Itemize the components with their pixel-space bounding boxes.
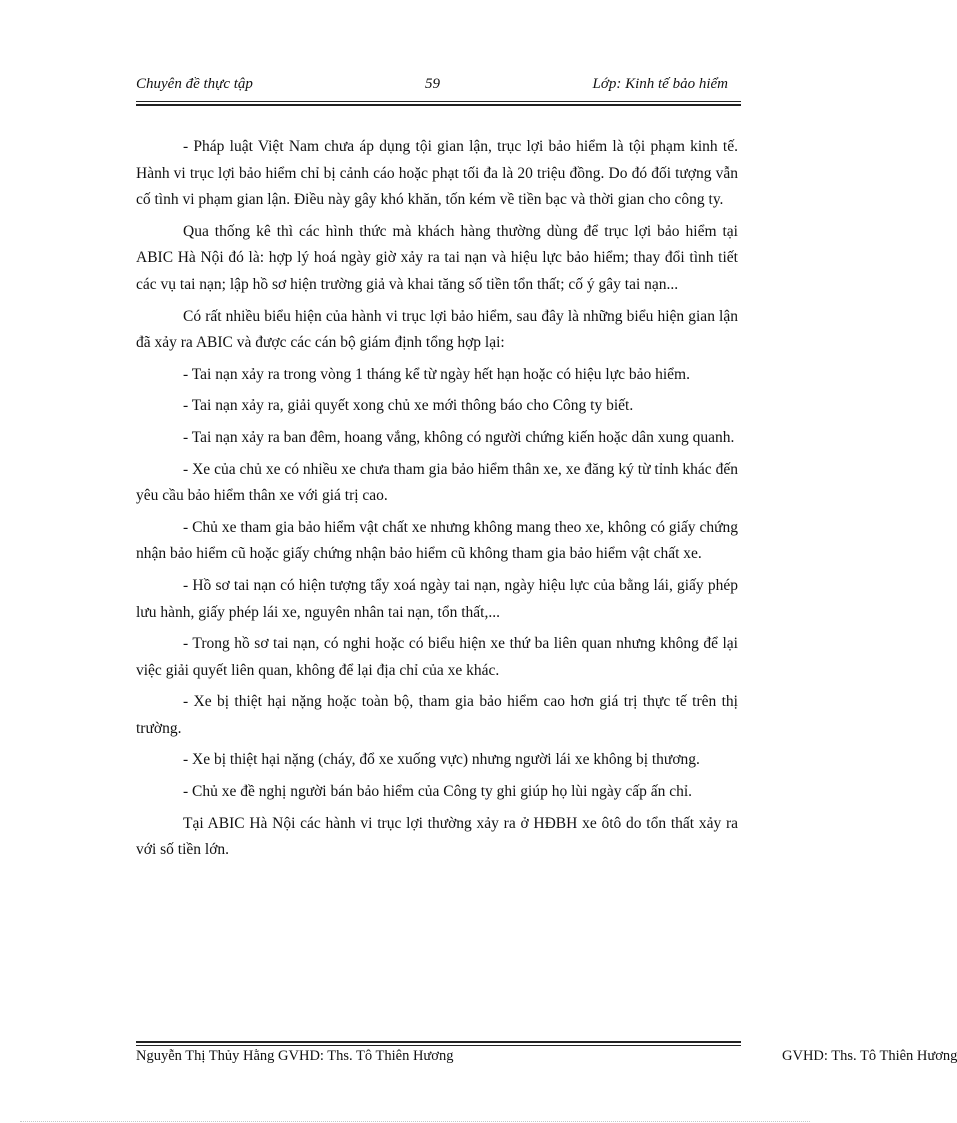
list-item: - Hồ sơ tai nạn có hiện tượng tẩy xoá ngày tai nạn, ngày hiệu lực của bằng lái, giấy phép lưu hành, giấy phép lái xe, nguyên nhân tai nạn, tổn thất,... <box>136 576 738 621</box>
list-item: - Xe của chủ xe có nhiều xe chưa tham gia bảo hiểm thân xe, xe đăng ký từ tỉnh khác đến yêu cầu bảo hiểm thân xe với giá trị cao. <box>136 460 738 505</box>
page-bottom-edge <box>20 1121 810 1122</box>
header-rule-thin <box>136 101 741 102</box>
list-item: - Xe bị thiệt hại nặng (cháy, đổ xe xuống vực) nhưng người lái xe không bị thương. <box>183 751 700 769</box>
page-header <box>136 76 736 98</box>
paragraph-legal-note: - Pháp luật Việt Nam chưa áp dụng tội gian lận, trục lợi bảo hiểm là tội phạm kinh tế. Hành vi trục lợi bảo hiểm chỉ bị cảnh cáo hoặc phạt tối đa là 20 triệu đồng. Do đó đối tượng vẫn cố tình vi phạm gian lận. Điều này gây khó khăn, tốn kém về tiền bạc và thời gian cho công ty. <box>136 138 738 209</box>
header-course-title: Chuyên đề thực tập <box>136 76 253 92</box>
footer-advisor-clipped: GVHD: Ths. Tô Thiên Hương <box>782 1048 957 1064</box>
body-text <box>136 134 738 869</box>
list-item: - Tai nạn xảy ra, giải quyết xong chủ xe mới thông báo cho Công ty biết. <box>183 397 634 415</box>
paragraph-conclusion: Tại ABIC Hà Nội các hành vi trục lợi thường xảy ra ở HĐBH xe ôtô do tổn thất xảy ra với số tiền lớn. <box>136 814 738 859</box>
list-item: - Chủ xe tham gia bảo hiểm vật chất xe nhưng không mang theo xe, không có giấy chứng nhận bảo hiểm cũ hoặc giấy chứng nhận bảo hiểm cũ không tham gia bảo hiểm vật chất xe. <box>136 518 738 563</box>
paragraph-fraud-signs-intro: Có rất nhiều biểu hiện của hành vi trục lợi bảo hiểm, sau đây là những biểu hiện gian lận đã xảy ra ABIC và được các cán bộ giám định tổng hợp lại: <box>136 307 738 352</box>
list-item: - Xe bị thiệt hại nặng hoặc toàn bộ, tham gia bảo hiểm cao hơn giá trị thực tế trên thị trường. <box>136 693 738 737</box>
footer-rule-thick <box>136 1041 741 1043</box>
page-number: 59 <box>425 76 440 92</box>
list-item: - Chủ xe đề nghị người bán bảo hiểm của Công ty ghi giúp họ lùi ngày cấp ấn chỉ. <box>183 783 693 801</box>
page-footer <box>136 1046 957 1068</box>
list-item: - Tai nạn xảy ra trong vòng 1 tháng kể từ ngày hết hạn hoặc có hiệu lực bảo hiểm. <box>183 365 690 383</box>
list-item: - Tai nạn xảy ra ban đêm, hoang vắng, không có người chứng kiến hoặc dân xung quanh. <box>183 428 735 446</box>
list-item: - Trong hồ sơ tai nạn, có nghi hoặc có biểu hiện xe thứ ba liên quan nhưng không để lại việc giải quyết liên quan, không để lại địa chỉ của xe khác. <box>136 635 738 679</box>
header-class-name: Lớp: Kinh tế bảo hiểm <box>592 76 728 92</box>
footer-author: Nguyễn Thị Thủy Hằng GVHD: Ths. Tô Thiên Hương <box>136 1048 454 1064</box>
paragraph-fraud-forms: Qua thống kê thì các hình thức mà khách hàng thường dùng để trục lợi bảo hiểm tại ABIC Hà Nội đó là: hợp lý hoá ngày giờ xảy ra tai nạn và hiệu lực bảo hiểm; thay đổi tình tiết các vụ tai nạn; lập hồ sơ hiện trường giả và khai tăng số tiền tổn thất; cố ý gây tai nạn... <box>136 222 738 293</box>
header-rule-thick <box>136 104 741 106</box>
